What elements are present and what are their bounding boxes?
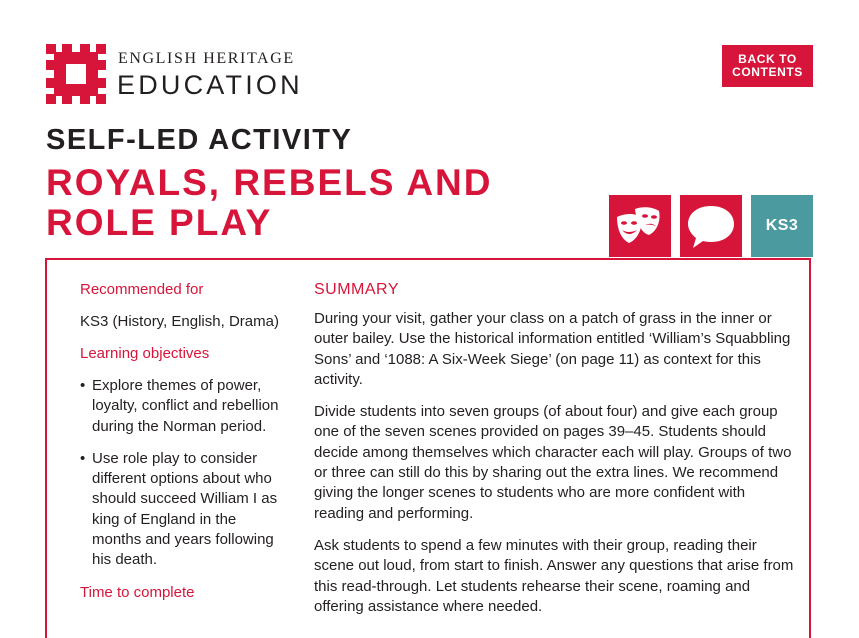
back-button-line1: BACK TO — [738, 52, 797, 66]
brand-name: ENGLISH HERITAGE — [118, 50, 295, 67]
speech-bubble-icon — [680, 195, 742, 257]
activity-panel — [45, 258, 811, 638]
drama-tile — [609, 195, 671, 257]
summary-heading: SUMMARY — [314, 281, 399, 298]
summary-section — [314, 280, 794, 629]
recommended-heading: Recommended for — [80, 281, 204, 298]
page-title — [46, 163, 493, 243]
back-to-contents-button[interactable] — [722, 45, 813, 87]
theatre-masks-icon — [609, 195, 671, 257]
key-stage-badge: KS3 — [751, 195, 813, 257]
time-heading: Time to complete — [80, 583, 195, 601]
objective-item: • Explore themes of power, loyalty, conflict and rebellion during the Norman period. — [80, 376, 285, 437]
page-title-line1: ROYALS, REBELS AND — [46, 162, 493, 203]
brand-education: EDUCATION — [117, 70, 303, 100]
activity-type-label: SELF-LED ACTIVITY — [46, 124, 353, 156]
objectives-heading: Learning objectives — [80, 345, 210, 362]
speech-tile — [680, 195, 742, 257]
summary-paragraph: During your visit, gather your class on a patch of grass in the inner or outer bailey. Use the historical information entitled ‘William’s Squabbling Sons’ and ‘1088: A Six-Week Siege’ (on page 11) as context for this activity. — [314, 310, 791, 388]
sidebar — [80, 280, 285, 615]
recommended-value: KS3 (History, English, Drama) — [80, 313, 279, 330]
summary-paragraph: Ask students to spend a few minutes with their group, reading their scene out loud, from start to finish. Answer any questions that arise from this read-through. Let students rehearse their scene, roaming and offering assistance where needed. — [314, 536, 794, 615]
objectives-list — [80, 376, 285, 571]
summary-paragraph: Divide students into seven groups (of about four) and give each group one of the seven scenes provided on pages 39–45. Students should decide among themselves which character each will play. Groups of two or three can still do this by sharing out the extra lines. We recommend giving the longer scenes to students who are more confident with reading and performing. — [314, 403, 792, 522]
back-button-line2: CONTENTS — [732, 65, 803, 79]
page-title-line2: ROLE PLAY — [46, 202, 273, 243]
objective-item: • Use role play to consider different options about who should succeed William I as king of England in the months and years following his death. — [80, 449, 285, 571]
english-heritage-logo-icon — [46, 44, 106, 104]
